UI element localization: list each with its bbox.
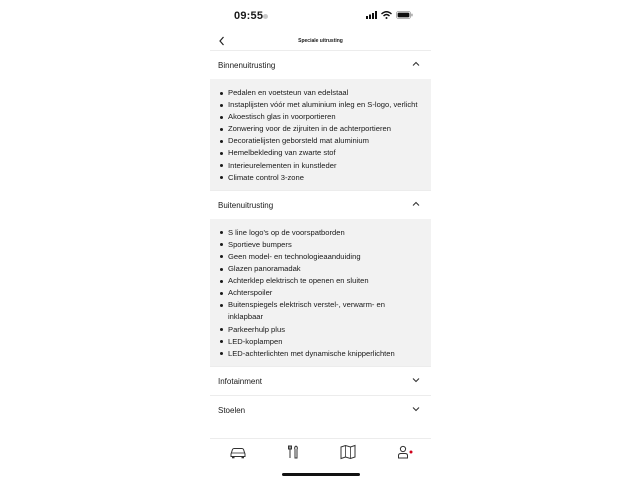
list-item: Achterspoiler [228,287,421,299]
tab-map[interactable] [338,443,358,461]
wifi-icon [381,11,392,19]
map-icon [338,443,358,461]
chevron-up-icon [411,199,421,209]
tab-service[interactable] [283,443,303,461]
status-bar [210,0,431,34]
tab-profile[interactable] [395,443,415,461]
status-time: 09:55 [234,10,264,22]
list-item: Sportieve bumpers [228,239,421,251]
chevron-up-icon [411,59,421,69]
section-title: Stoelen [218,405,246,415]
chevron-down-icon [411,404,421,414]
section-body-buitenuitrusting [210,219,431,366]
navigation-bar [210,34,431,50]
list-item: Zonwering voor de zijruiten in de achterportieren [228,123,421,135]
notification-dot [410,451,413,454]
tab-bar [210,438,431,465]
home-indicator[interactable] [282,473,360,476]
car-icon [228,443,248,461]
list-item: Decoratielijsten geborsteld mat aluminium [228,135,421,147]
profile-icon [395,443,415,461]
section-title: Binnenuitrusting [218,61,276,70]
section-title: Buitenuitrusting [218,200,274,210]
phone-screen [210,0,431,480]
list-item: LED-achterlichten met dynamische knipperlichten [228,348,421,360]
page-title: Speciale uitrusting [298,38,343,44]
section-header-stoelen[interactable] [210,395,431,424]
chevron-down-icon [411,375,421,385]
section-title: Infotainment [218,376,263,386]
section-header-buitenuitrusting[interactable] [210,190,431,219]
list-item: Achterklep elektrisch te openen en sluiten [228,275,421,287]
status-icons [366,11,413,19]
list-item: S line logo's op de voorspatborden [228,227,421,239]
list-item: Geen model- en technologieaanduiding [228,251,421,263]
equipment-list [210,50,431,424]
list-item: Buitenspiegels elektrisch verstel-, verwarm- en inklapbaar [228,299,421,323]
tab-car[interactable] [228,443,248,461]
tools-icon [283,443,303,461]
signal-icon [366,11,377,19]
list-item: Akoestisch glas in voorportieren [228,111,421,123]
list-item: Parkeerhulp plus [228,324,421,336]
list-item: Glazen panoramadak [228,263,421,275]
section-body-binnenuitrusting [210,79,431,190]
list-item: Instaplijsten vóór met aluminium inleg en S-logo, verlicht [228,99,421,111]
list-item: Climate control 3-zone [228,172,421,184]
location-indicator [263,14,268,19]
list-item: Hemelbekleding van zwarte stof [228,147,421,159]
battery-icon [396,11,413,19]
list-item: LED-koplampen [228,336,421,348]
list-item: Pedalen en voetsteun van edelstaal [228,87,421,99]
list-item: Interieurelementen in kunstleder [228,160,421,172]
section-header-binnenuitrusting[interactable] [210,50,431,79]
section-header-infotainment[interactable] [210,366,431,395]
